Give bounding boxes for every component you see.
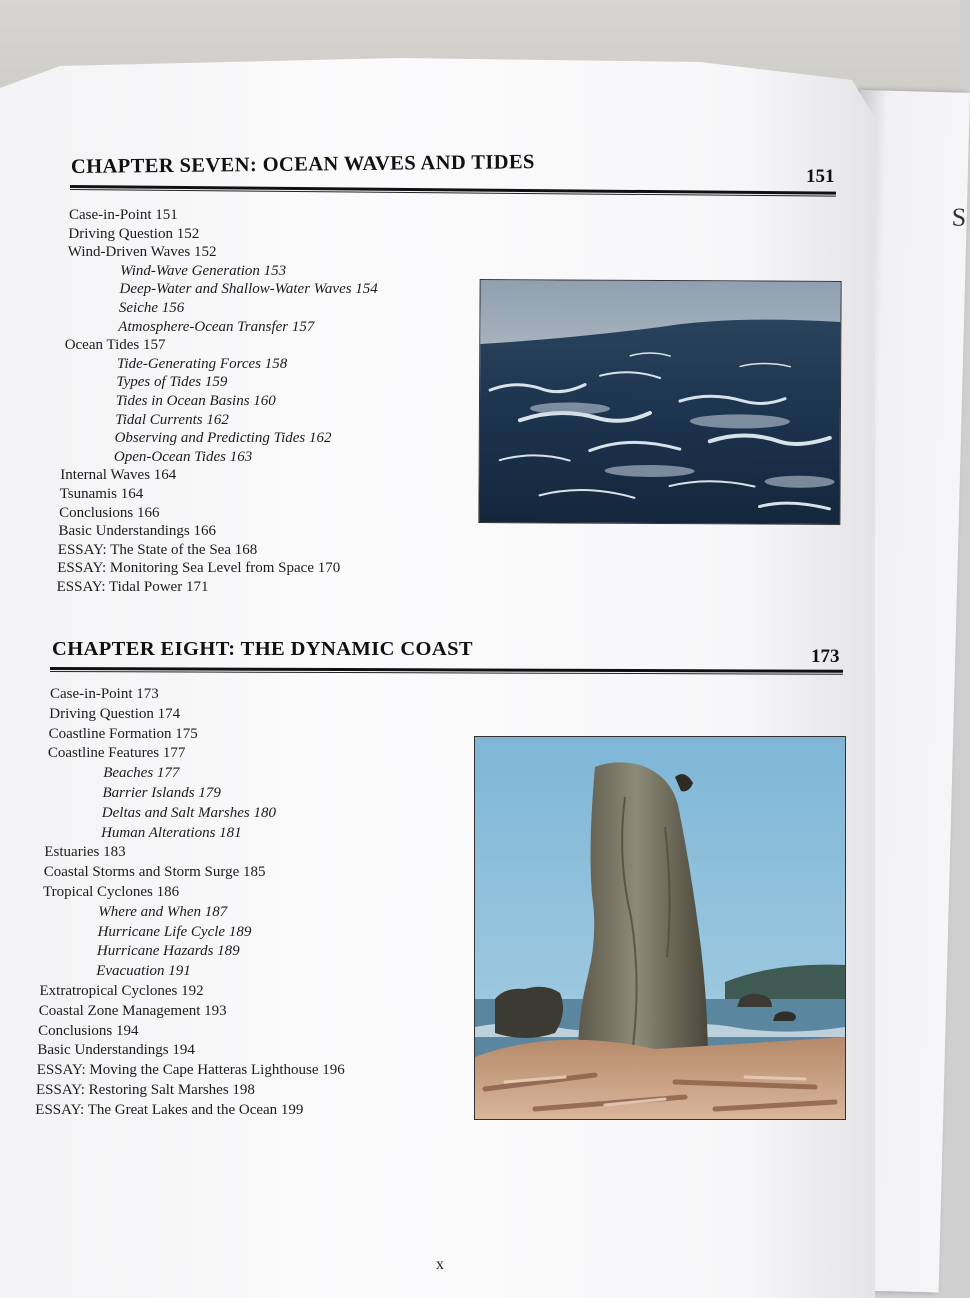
page-folio: x [436, 1256, 444, 1273]
toc-entry: Conclusions 194 [38, 1022, 139, 1039]
toc-subentry: Evacuation 191 [96, 963, 191, 980]
toc-entry: Internal Waves 164 [60, 467, 177, 484]
toc-subentry: Tides in Ocean Basins 160 [115, 393, 276, 409]
toc-entry: Ocean Tides 157 [64, 337, 166, 354]
toc-subentry: Beaches 177 [103, 765, 180, 782]
toc-subentry: Deep-Water and Shallow-Water Waves 154 [119, 281, 378, 298]
sea-stack-image [475, 737, 845, 1119]
toc-subentry: Where and When 187 [98, 903, 228, 920]
toc-entry: Wind-Driven Waves 152 [67, 244, 217, 261]
toc-entry: Coastal Storms and Storm Surge 185 [43, 864, 266, 881]
toc-entry: ESSAY: The State of the Sea 168 [57, 541, 258, 558]
toc-entry: Case-in-Point 173 [50, 686, 159, 702]
toc-subentry: Hurricane Life Cycle 189 [97, 923, 252, 940]
toc-entry: ESSAY: Tidal Power 171 [56, 579, 209, 595]
toc-entry: ESSAY: Restoring Salt Marshes 198 [36, 1082, 255, 1098]
toc-subentry: Atmosphere-Ocean Transfer 157 [118, 318, 315, 335]
chapter-title: CHAPTER EIGHT: THE DYNAMIC COAST [52, 638, 473, 660]
toc-subentry: Types of Tides 159 [116, 374, 228, 391]
facing-page-glyph: S [951, 202, 967, 232]
toc-entry: Driving Question 174 [49, 705, 181, 722]
toc-entry: Tsunamis 164 [59, 486, 144, 502]
toc-entry: Tropical Cyclones 186 [43, 884, 180, 900]
toc-entry: Coastline Formation 175 [48, 725, 198, 742]
toc-entry: Coastal Zone Management 193 [38, 1002, 227, 1019]
toc-entry: ESSAY: The Great Lakes and the Ocean 199 [35, 1101, 304, 1118]
chapter-start-page: 173 [811, 646, 840, 667]
toc-entry: Basic Understandings 166 [58, 523, 216, 540]
toc-entry: ESSAY: Monitoring Sea Level from Space 170 [57, 560, 341, 577]
toc-entry: Basic Understandings 194 [37, 1042, 195, 1059]
toc-entry: Case-in-Point 151 [69, 207, 178, 223]
toc-subentry: Deltas and Salt Marshes 180 [101, 804, 276, 821]
toc-entry: Driving Question 152 [68, 225, 200, 242]
toc-subentry: Hurricane Hazards 189 [96, 943, 240, 960]
toc-subentry: Tidal Currents 162 [115, 411, 229, 428]
toc-subentry: Barrier Islands 179 [102, 785, 221, 801]
toc-entry: Conclusions 166 [59, 504, 160, 521]
toc-subentry: Observing and Predicting Tides 162 [114, 430, 332, 447]
rough-sea-image [479, 280, 840, 524]
toc-subentry: Wind-Wave Generation 153 [120, 262, 287, 279]
toc-subentry: Tide-Generating Forces 158 [117, 355, 288, 372]
toc-entry: ESSAY: Moving the Cape Hatteras Lighthouse 196 [36, 1062, 345, 1079]
toc-subentry: Open-Ocean Tides 163 [113, 448, 253, 465]
chapter-start-page: 151 [806, 166, 835, 187]
toc-subentry: Seiche 156 [118, 300, 185, 316]
rough-sea-photo [478, 279, 841, 525]
toc-subentry: Human Alterations 181 [101, 824, 242, 841]
toc-entry: Extratropical Cyclones 192 [39, 983, 204, 999]
sea-stack-photo [474, 736, 846, 1120]
toc-entry: Estuaries 183 [44, 844, 126, 861]
toc-entry: Coastline Features 177 [47, 745, 186, 762]
chapter-title: CHAPTER SEVEN: OCEAN WAVES AND TIDES [70, 151, 535, 178]
